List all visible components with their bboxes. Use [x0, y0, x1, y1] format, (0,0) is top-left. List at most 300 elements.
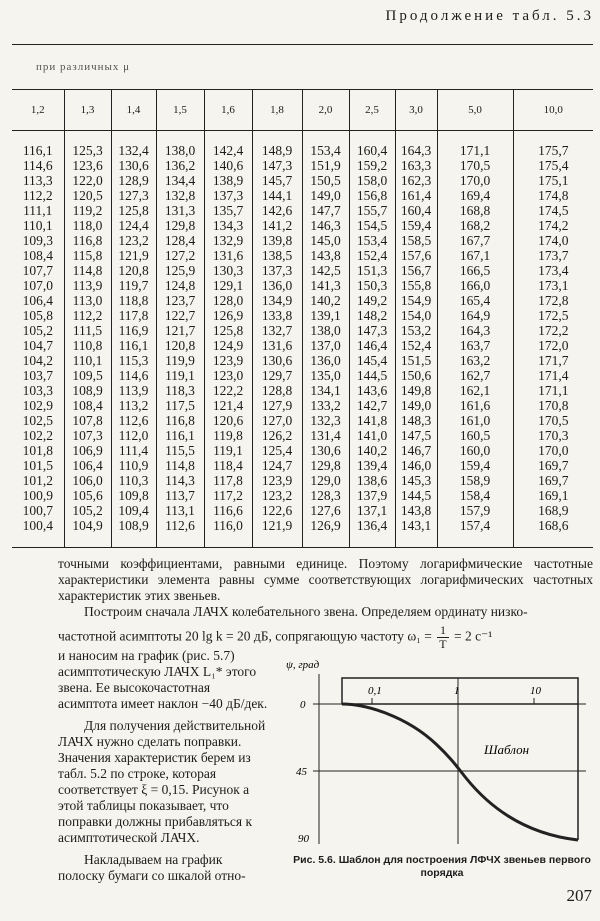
table-cell: 125,8 [111, 203, 156, 218]
table-cell: 151,5 [395, 353, 437, 368]
table-cell: 110,9 [111, 458, 156, 473]
table-cell: 150,5 [302, 173, 349, 188]
table-cell: 153,4 [302, 143, 349, 158]
table-cell: 103,7 [22, 368, 53, 383]
table-cell: 142,4 [204, 143, 252, 158]
table-cell: 156,8 [349, 188, 395, 203]
table-cell: 134,1 [302, 383, 349, 398]
table-row [12, 233, 593, 248]
table-cell: 123,7 [156, 293, 204, 308]
x-tick-01: 0,1 [368, 685, 382, 697]
table-cell: 106,4 [64, 458, 111, 473]
table-cell: 127,6 [302, 503, 349, 518]
table-cell: 105,2 [64, 503, 111, 518]
spacer-cell [64, 131, 111, 144]
table-row [12, 323, 593, 338]
table-cell: 150,6 [395, 368, 437, 383]
table-cell: 124,7 [252, 458, 302, 473]
table-cell: 137,0 [302, 338, 349, 353]
table-cell: 164,3 [395, 143, 437, 158]
table-cell: 130,3 [204, 263, 252, 278]
table-cell: 145,0 [302, 233, 349, 248]
table-cell: 152,4 [395, 338, 437, 353]
table-cell: 173,7 [513, 248, 593, 263]
table-cell: 101,8 [22, 443, 53, 458]
table-row [12, 368, 593, 383]
table-cell: 100,7 [22, 503, 53, 518]
table-cell: 171,1 [437, 143, 513, 158]
table-row [12, 503, 593, 518]
table-cell: 137,3 [204, 188, 252, 203]
table-cell: 137,3 [252, 263, 302, 278]
table-cell: 101,2 [22, 473, 53, 488]
table-row [12, 413, 593, 428]
table-cell: 127,2 [156, 248, 204, 263]
table-cell: 170,5 [437, 158, 513, 173]
table-cell: 133,8 [252, 308, 302, 323]
table-cell: 113,7 [156, 488, 204, 503]
table-cell: 153,2 [395, 323, 437, 338]
table-cell: 169,4 [437, 188, 513, 203]
table-cell: 167,1 [437, 248, 513, 263]
table-cell: 132,8 [156, 188, 204, 203]
table-cell: 148,9 [252, 143, 302, 158]
table-cell: 125,9 [156, 263, 204, 278]
table-cell: 175,7 [513, 143, 593, 158]
table-cell: 141,3 [302, 278, 349, 293]
table-row [12, 383, 593, 398]
table-row [12, 158, 593, 173]
table-cell: 114,6 [111, 368, 156, 383]
table-cell: 125,3 [64, 143, 111, 158]
table-cell: 146,4 [349, 338, 395, 353]
table-cell: 144,1 [252, 188, 302, 203]
end-cell [204, 533, 252, 548]
column-header: 1,2 [12, 90, 64, 131]
table-cell: 131,6 [252, 338, 302, 353]
table-cell: 137,1 [349, 503, 395, 518]
table-cell: 115,3 [111, 353, 156, 368]
table-cell: 117,5 [156, 398, 204, 413]
table-cell: 148,3 [395, 413, 437, 428]
table-cell: 123,9 [252, 473, 302, 488]
table-cell: 141,8 [349, 413, 395, 428]
table-cell: 160,4 [395, 203, 437, 218]
column-header: 1,6 [204, 90, 252, 131]
table-cell: 112,2 [64, 308, 111, 323]
table-cell: 107,8 [64, 413, 111, 428]
table-cell: 119,2 [64, 203, 111, 218]
table-cell: 110,1 [64, 353, 111, 368]
table-cell: 163,7 [437, 338, 513, 353]
table-cell: 160,0 [437, 443, 513, 458]
table-cell: 157,4 [437, 518, 513, 533]
fraction-numerator: 1 [437, 624, 448, 638]
table-cell: 154,5 [349, 218, 395, 233]
table-cell: 146,3 [302, 218, 349, 233]
table-cell: 160,5 [437, 428, 513, 443]
spacer-cell [12, 131, 64, 144]
table-row [12, 353, 593, 368]
table-cell: 138,0 [302, 323, 349, 338]
table-cell: 171,4 [513, 368, 593, 383]
table-cell: 122,6 [252, 503, 302, 518]
paragraph-overlay: Накладываем на график полоску бумаги со шкалой отно- [58, 852, 246, 883]
table-cell: 109,8 [111, 488, 156, 503]
table-cell: 143,1 [395, 518, 437, 533]
column-header: 1,5 [156, 90, 204, 131]
table-cell: 116,6 [204, 503, 252, 518]
table-cell: 166,0 [437, 278, 513, 293]
table-row [12, 218, 593, 233]
data-table [12, 44, 593, 548]
table-cell: 105,2 [22, 323, 53, 338]
paragraph-lachx: Построим сначала ЛАЧХ колебательного звена. Определяем ординату низко- [84, 604, 528, 619]
table-cell: 132,9 [204, 233, 252, 248]
table-cell: 161,6 [437, 398, 513, 413]
table-cell: 105,8 [22, 308, 53, 323]
table-row [12, 428, 593, 443]
table-row [12, 473, 593, 488]
table-cell: 123,9 [204, 353, 252, 368]
table-cell: 165,4 [437, 293, 513, 308]
table-cell: 130,6 [252, 353, 302, 368]
table-cell: 131,6 [204, 248, 252, 263]
table-subheader: при различных μ [12, 45, 593, 90]
table-cell: 116,8 [64, 233, 111, 248]
table-cell: 132,4 [111, 143, 156, 158]
table-cell: 171,7 [513, 353, 593, 368]
table-cell: 126,2 [252, 428, 302, 443]
table-cell: 136,4 [349, 518, 395, 533]
table-cell: 138,5 [252, 248, 302, 263]
table-cell: 172,0 [513, 338, 593, 353]
table-cell: 117,8 [111, 308, 156, 323]
template-figure [286, 644, 596, 844]
table-cell: 121,9 [252, 518, 302, 533]
spacer-cell [513, 131, 593, 144]
table-cell: 114,3 [156, 473, 204, 488]
table-cell: 141,2 [252, 218, 302, 233]
table-cell: 108,4 [64, 398, 111, 413]
table-cell: 112,2 [22, 188, 53, 203]
table-cell: 129,0 [302, 473, 349, 488]
table-cell: 149,0 [395, 398, 437, 413]
table-cell: 139,8 [252, 233, 302, 248]
table-row [12, 263, 593, 278]
paragraph-intro: точными коэффициентами, равными единице. Поэтому логарифмические частотные характеристики элемента равны сумме соответствующих логарифмических частотных характеристик этих звеньев. [58, 556, 593, 603]
table-cell: 159,4 [395, 218, 437, 233]
table-cell: 122,7 [156, 308, 204, 323]
table-cell: 163,2 [437, 353, 513, 368]
table-cell: 111,4 [111, 443, 156, 458]
table-cell: 153,4 [349, 233, 395, 248]
table-cell: 116,1 [156, 428, 204, 443]
table-cell: 116,0 [204, 518, 252, 533]
table-cell: 141,0 [349, 428, 395, 443]
table-cell: 113,9 [64, 278, 111, 293]
table-row [12, 338, 593, 353]
table-cell: 127,3 [111, 188, 156, 203]
table-cell: 157,9 [437, 503, 513, 518]
table-cell: 170,8 [513, 398, 593, 413]
table-cell: 140,2 [349, 443, 395, 458]
table-row [12, 443, 593, 458]
table-cell: 106,0 [64, 473, 111, 488]
page-number: 207 [566, 886, 592, 905]
table-cell: 164,3 [437, 323, 513, 338]
end-cell [349, 533, 395, 548]
table-cell: 132,7 [252, 323, 302, 338]
table-row [12, 248, 593, 263]
table-cell: 157,6 [395, 248, 437, 263]
table-cell: 112,0 [111, 428, 156, 443]
table-cell: 140,6 [204, 158, 252, 173]
table-cell: 126,9 [204, 308, 252, 323]
table-cell: 171,1 [513, 383, 593, 398]
table-cell: 174,0 [513, 233, 593, 248]
table-cell: 123,6 [64, 158, 111, 173]
table-cell: 113,9 [111, 383, 156, 398]
table-cell: 120,8 [111, 263, 156, 278]
table-cell: 169,7 [513, 458, 593, 473]
table-cell: 111,5 [64, 323, 111, 338]
table-cell: 130,6 [302, 443, 349, 458]
table-cell: 140,2 [302, 293, 349, 308]
table-cell: 106,9 [64, 443, 111, 458]
table-cell: 113,2 [111, 398, 156, 413]
table-cell: 134,9 [252, 293, 302, 308]
template-curve [342, 704, 578, 840]
table-cell: 132,3 [302, 413, 349, 428]
frequency-value: = 2 с⁻¹ [454, 628, 493, 644]
table-cell: 128,8 [252, 383, 302, 398]
table-cell: 162,3 [395, 173, 437, 188]
table-cell: 124,8 [156, 278, 204, 293]
table-cell: 146,0 [395, 458, 437, 473]
table-cell: 144,5 [349, 368, 395, 383]
table-cell: 155,7 [349, 203, 395, 218]
column-header: 1,3 [64, 90, 111, 131]
end-cell [437, 533, 513, 548]
table-cell: 147,3 [349, 323, 395, 338]
table-cell: 148,2 [349, 308, 395, 323]
table-cell: 135,0 [302, 368, 349, 383]
table-cell: 123,2 [252, 488, 302, 503]
table-cell: 108,4 [22, 248, 53, 263]
end-cell [302, 533, 349, 548]
table-cell: 104,2 [22, 353, 53, 368]
table-cell: 112,6 [156, 518, 204, 533]
table-cell: 169,1 [513, 488, 593, 503]
table-cell: 168,2 [437, 218, 513, 233]
table-cell: 147,7 [302, 203, 349, 218]
y-tick-45: 45 [296, 766, 307, 778]
table-row [12, 398, 593, 413]
table-cell: 122,0 [64, 173, 111, 188]
table-cell: 162,1 [437, 383, 513, 398]
table-row [12, 278, 593, 293]
table-cell: 113,1 [156, 503, 204, 518]
table-cell: 159,2 [349, 158, 395, 173]
table-cell: 167,7 [437, 233, 513, 248]
table-cell: 134,3 [204, 218, 252, 233]
table-cell: 154,0 [395, 308, 437, 323]
table-cell: 172,5 [513, 308, 593, 323]
table-cell: 158,9 [437, 473, 513, 488]
asymptote-text: частотной асимптоты 20 lg k = 20 дБ, сопрягающую частоту ω₁ = [58, 628, 432, 644]
table-cell: 145,3 [395, 473, 437, 488]
table-cell: 121,9 [111, 248, 156, 263]
paragraph-plot: и наносим на график (рис. 5.7) асимптотическую ЛАЧХ L₁* этого звена. Ее высокочастотная асимптота имеет наклон −40 дБ/дек. [58, 648, 268, 711]
table-end [12, 533, 593, 548]
table-cell: 137,9 [349, 488, 395, 503]
table-cell: 107,7 [22, 263, 53, 278]
table-cell: 121,7 [156, 323, 204, 338]
table-cell: 172,8 [513, 293, 593, 308]
template-label: Шаблон [484, 742, 530, 757]
table-cell: 136,2 [156, 158, 204, 173]
table-row [12, 293, 593, 308]
table-cell: 149,0 [302, 188, 349, 203]
table-row [12, 458, 593, 473]
y-axis-label: ψ, град [286, 659, 320, 671]
table-cell: 136,0 [302, 353, 349, 368]
fraction-denominator: T [439, 637, 447, 651]
table-cell: 120,5 [64, 188, 111, 203]
table-cell: 128,3 [302, 488, 349, 503]
end-cell [64, 533, 111, 548]
spacer-cell [111, 131, 156, 144]
spacer-cell [302, 131, 349, 144]
table-cell: 155,8 [395, 278, 437, 293]
table-cell: 166,5 [437, 263, 513, 278]
table-cell: 168,6 [513, 518, 593, 533]
table-cell: 143,8 [395, 503, 437, 518]
table-cell: 168,9 [513, 503, 593, 518]
table-cell: 161,0 [437, 413, 513, 428]
table-cell: 129,8 [302, 458, 349, 473]
table-cell: 118,3 [156, 383, 204, 398]
table-cell: 129,7 [252, 368, 302, 383]
table-row [12, 203, 593, 218]
table-cell: 145,7 [252, 173, 302, 188]
text-column [58, 648, 272, 884]
table-cell: 107,0 [22, 278, 53, 293]
table-cell: 126,9 [302, 518, 349, 533]
table-cell: 119,1 [204, 443, 252, 458]
table-cell: 134,4 [156, 173, 204, 188]
table-cell: 172,2 [513, 323, 593, 338]
table-cell: 114,8 [156, 458, 204, 473]
table-cell: 168,8 [437, 203, 513, 218]
table-cell: 116,1 [22, 143, 53, 158]
table-cell: 121,4 [204, 398, 252, 413]
table-cell: 133,2 [302, 398, 349, 413]
end-cell [12, 533, 64, 548]
table-cell: 100,4 [22, 518, 53, 533]
table-cell: 118,0 [64, 218, 111, 233]
table-cell: 130,6 [111, 158, 156, 173]
table-cell: 124,4 [111, 218, 156, 233]
table-cell: 129,1 [204, 278, 252, 293]
table-cell: 149,8 [395, 383, 437, 398]
spacer-cell [252, 131, 302, 144]
table-cell: 174,8 [513, 188, 593, 203]
table-cell: 146,7 [395, 443, 437, 458]
table-cell: 114,6 [22, 158, 53, 173]
table-cell: 112,6 [111, 413, 156, 428]
table-cell: 124,9 [204, 338, 252, 353]
spacer-cell [349, 131, 395, 144]
table-cell: 125,4 [252, 443, 302, 458]
table-cell: 173,4 [513, 263, 593, 278]
table-cell: 108,9 [64, 383, 111, 398]
column-header: 5,0 [437, 90, 513, 131]
table-cell: 104,9 [64, 518, 111, 533]
table-cell: 115,8 [64, 248, 111, 263]
table-cell: 174,5 [513, 203, 593, 218]
table-cell: 174,2 [513, 218, 593, 233]
table-cell: 138,6 [349, 473, 395, 488]
table-cell: 159,4 [437, 458, 513, 473]
table-cell: 117,8 [204, 473, 252, 488]
table-cell: 125,8 [204, 323, 252, 338]
table-cell: 110,1 [22, 218, 53, 233]
table-cell: 128,0 [204, 293, 252, 308]
table-cell: 143,8 [302, 248, 349, 263]
table-cell: 128,9 [111, 173, 156, 188]
table-cell: 111,1 [23, 203, 53, 218]
column-header: 2,0 [302, 90, 349, 131]
table-cell: 127,0 [252, 413, 302, 428]
table-cell: 109,4 [111, 503, 156, 518]
table-cell: 101,5 [22, 458, 53, 473]
end-cell [395, 533, 437, 548]
table-cell: 131,3 [156, 203, 204, 218]
column-header: 1,4 [111, 90, 156, 131]
table-cell: 136,0 [252, 278, 302, 293]
table-cell: 160,4 [349, 143, 395, 158]
end-cell [513, 533, 593, 548]
table-cell: 100,9 [22, 488, 53, 503]
column-header: 10,0 [513, 90, 593, 131]
table-cell: 142,5 [302, 263, 349, 278]
table-cell: 128,4 [156, 233, 204, 248]
table-cell: 118,4 [204, 458, 252, 473]
x-tick-10: 10 [530, 685, 541, 697]
table-cell: 104,7 [22, 338, 53, 353]
table-cell: 139,4 [349, 458, 395, 473]
table-cell: 110,3 [111, 473, 156, 488]
table-cell: 115,5 [156, 443, 204, 458]
table-cell: 138,9 [204, 173, 252, 188]
table-cell: 139,1 [302, 308, 349, 323]
column-header: 1,8 [252, 90, 302, 131]
table-cell: 145,4 [349, 353, 395, 368]
table-cell: 131,4 [302, 428, 349, 443]
table-cell: 152,4 [349, 248, 395, 263]
table-cell: 158,4 [437, 488, 513, 503]
table-cell: 123,0 [204, 368, 252, 383]
table-cell: 158,0 [349, 173, 395, 188]
table-cell: 105,6 [64, 488, 111, 503]
table-cell: 162,7 [437, 368, 513, 383]
table-cell: 119,8 [204, 428, 252, 443]
spacer-cell [156, 131, 204, 144]
table-cell: 175,1 [513, 173, 593, 188]
table-cell: 154,9 [395, 293, 437, 308]
